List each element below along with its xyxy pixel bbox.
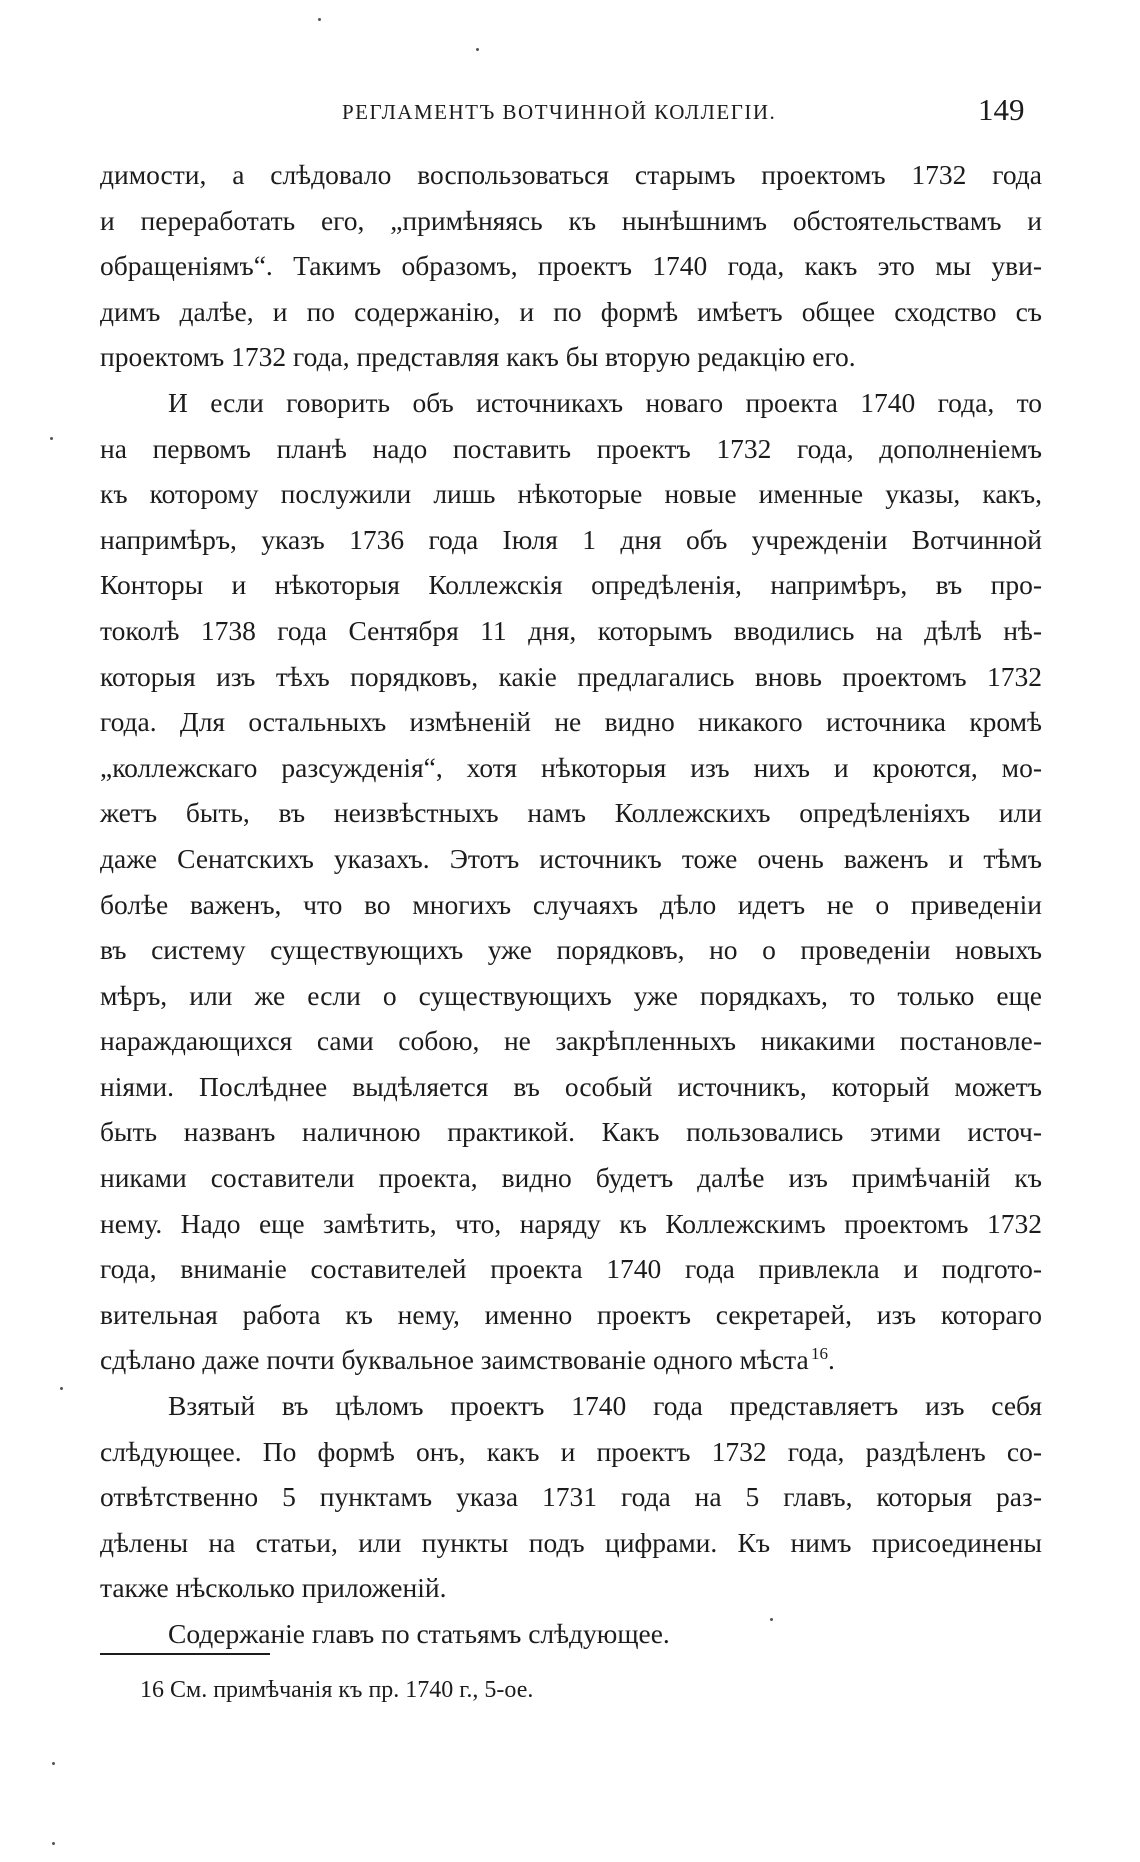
running-title: РЕГЛАМЕНТЪ ВОТЧИННОЙ КОЛЛЕГІИ. <box>342 100 777 124</box>
print-speck <box>52 1842 55 1845</box>
text-line: обращеніямъ“. Такимъ образомъ, проектъ 1740 года, какъ это мы уви- <box>100 250 1042 282</box>
text-line: „коллежскаго разсужденія“, хотя нѣкоторыя изъ нихъ и кроются, мо- <box>100 751 1042 783</box>
print-speck <box>770 1618 773 1621</box>
text-line: проектомъ 1732 года, представляя какъ бы вторую редакцію его. <box>100 341 856 373</box>
text-line: нараждающихся сами собою, не закрѣпленныхъ никакими постановле- <box>100 1025 1042 1057</box>
text-line: напримѣръ, указъ 1736 года Іюля 1 дня объ учрежденіи Вотчинной <box>100 523 1042 555</box>
print-speck <box>50 437 53 440</box>
text-line: Конторы и нѣкоторыя Коллежскія опредѣленія, напримѣръ, въ про- <box>100 569 1042 601</box>
text-line: ніями. Послѣднее выдѣляется въ особый источникъ, который можетъ <box>100 1070 1042 1102</box>
text-line-with-footnote <box>100 1337 1042 1383</box>
text-line: вительная работа къ нему, именно проектъ секретарей, изъ котораго <box>100 1298 1042 1330</box>
text-line: токолѣ 1738 года Сентября 11 дня, которымъ вводились на дѣлѣ нѣ- <box>100 614 1042 646</box>
text-line: димости, а слѣдовало воспользоваться старымъ проектомъ 1732 года <box>100 159 1042 190</box>
page-number: 149 <box>978 92 1025 127</box>
text-line: даже Сенатскихъ указахъ. Этотъ источникъ тоже очень важенъ и тѣмъ <box>100 842 1042 874</box>
text-line: болѣе важенъ, что во многихъ случаяхъ дѣло идетъ не о приведеніи <box>100 888 1042 920</box>
footnote-reference[interactable]: 16 <box>811 1344 829 1364</box>
text-line: Взятый въ цѣломъ проектъ 1740 года представляетъ изъ себя <box>168 1390 1042 1422</box>
body-text <box>100 152 1042 1657</box>
text-line: отвѣтственно 5 пунктамъ указа 1731 года на 5 главъ, которыя раз- <box>100 1481 1042 1513</box>
text-line: года. Для остальныхъ измѣненій не видно никакого источника кромѣ <box>100 706 1042 738</box>
footnote-reference-punctuation: . <box>828 1344 835 1376</box>
text-line-content: сдѣлано даже почти буквальное заимствованіе одного мѣста <box>100 1344 809 1376</box>
footnote-divider <box>100 1653 270 1655</box>
text-line: слѣдующее. По формѣ онъ, какъ и проектъ 1732 года, раздѣленъ со- <box>100 1435 1042 1467</box>
text-line: жетъ быть, въ неизвѣстныхъ намъ Коллежскихъ опредѣленіяхъ или <box>100 797 1042 829</box>
footnote: 16 См. примѣчанія къ пр. 1740 г., 5-ое. <box>140 1677 534 1703</box>
text-line: димъ далѣе, и по содержанію, и по формѣ имѣетъ общее сходство съ <box>100 295 1042 327</box>
text-line: которыя изъ тѣхъ порядковъ, какіе предлагались вновь проектомъ 1732 <box>100 660 1042 692</box>
text-line: Содержаніе главъ по статьямъ слѣдующее. <box>168 1618 670 1649</box>
text-line: и переработать его, „примѣняясь къ нынѣшнимъ обстоятельствамъ и <box>100 204 1042 236</box>
text-line: мѣръ, или же если о существующихъ уже порядкахъ, то только еще <box>100 979 1042 1011</box>
text-line: года, вниманіе составителей проекта 1740 года привлекла и подгото- <box>100 1253 1042 1285</box>
text-line: къ которому послужили лишь нѣкоторые новые именные указы, какъ, <box>100 478 1042 510</box>
print-speck <box>476 48 479 51</box>
text-line: въ систему существующихъ уже порядковъ, но о проведеніи новыхъ <box>100 934 1042 966</box>
print-speck <box>60 1387 63 1390</box>
print-speck <box>318 18 321 21</box>
text-line: нему. Надо еще замѣтить, что, наряду къ Коллежскимъ проектомъ 1732 <box>100 1207 1042 1239</box>
page-header <box>0 92 1140 132</box>
text-line: на первомъ планѣ надо поставить проектъ 1732 года, дополненіемъ <box>100 432 1042 464</box>
text-line: также нѣсколько приложеній. <box>100 1572 447 1604</box>
print-speck <box>52 1762 55 1765</box>
text-line: быть названъ наличною практикой. Какъ пользовались этими источ- <box>100 1116 1042 1148</box>
text-line: И если говорить объ источникахъ новаго проекта 1740 года, то <box>168 386 1042 418</box>
text-line: дѣлены на статьи, или пункты подъ цифрами. Къ нимъ присоединены <box>100 1526 1042 1558</box>
text-line: никами составители проекта, видно будетъ далѣе изъ примѣчаній къ <box>100 1162 1042 1194</box>
